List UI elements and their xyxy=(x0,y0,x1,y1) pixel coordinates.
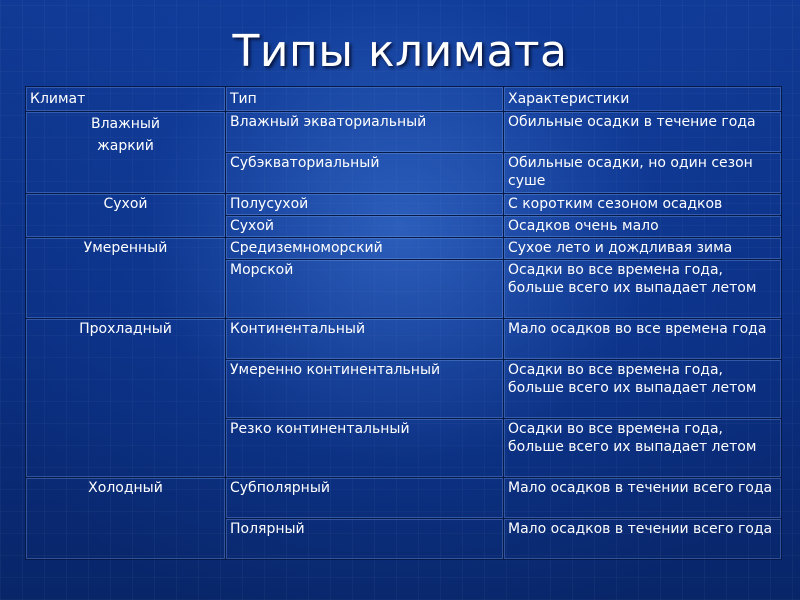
type-cell: Сухой xyxy=(226,216,504,238)
type-cell: Влажный экваториальный xyxy=(226,112,504,153)
climate-cell-cold: Холодный xyxy=(26,478,226,560)
type-cell: Субполярный xyxy=(226,478,504,519)
table-row xyxy=(26,238,782,260)
header-type: Тип xyxy=(226,87,504,112)
header-characteristics: Характеристики xyxy=(504,87,782,112)
table-row xyxy=(26,194,782,216)
description-cell: Сухое лето и дождливая зима xyxy=(504,238,782,260)
description-cell: Осадки во все времена года, больше всего их выпадает летом xyxy=(504,360,782,419)
description-cell: Осадки во все времена года, больше всего их выпадает летом xyxy=(504,419,782,478)
header-climate: Климат xyxy=(26,87,226,112)
description-cell: Осадков очень мало xyxy=(504,216,782,238)
type-cell: Резко континентальный xyxy=(226,419,504,478)
type-cell: Континентальный xyxy=(226,319,504,360)
type-cell: Морской xyxy=(226,260,504,319)
type-cell: Субэкваториальный xyxy=(226,153,504,194)
table-header-row xyxy=(26,87,782,112)
type-cell: Средиземноморский xyxy=(226,238,504,260)
description-cell: Мало осадков в течении всего года xyxy=(504,478,782,519)
description-cell: Осадки во все времена года, больше всего их выпадает летом xyxy=(504,260,782,319)
description-cell: Обильные осадки в течение года xyxy=(504,112,782,153)
type-cell: Умеренно континентальный xyxy=(226,360,504,419)
climate-cell-cool: Прохладный xyxy=(26,319,226,478)
climate-cell-humid-hot xyxy=(26,112,226,194)
climate-cell-temperate: Умеренный xyxy=(26,238,226,319)
table-row xyxy=(26,478,782,519)
description-cell: Мало осадков во все времена года xyxy=(504,319,782,360)
description-cell: Мало осадков в течении всего года xyxy=(504,519,782,560)
climate-label-line1: Влажный xyxy=(90,116,161,132)
type-cell: Полярный xyxy=(226,519,504,560)
type-cell: Полусухой xyxy=(226,194,504,216)
description-cell: Обильные осадки, но один сезон суше xyxy=(504,153,782,194)
description-cell: С коротким сезоном осадков xyxy=(504,194,782,216)
table-row xyxy=(26,112,782,153)
climate-cell-dry: Сухой xyxy=(26,194,226,238)
climate-types-table xyxy=(25,86,782,560)
climate-label-line2: жаркий xyxy=(97,138,154,154)
slide-title: Типы климата xyxy=(232,26,568,77)
table-row xyxy=(26,319,782,360)
